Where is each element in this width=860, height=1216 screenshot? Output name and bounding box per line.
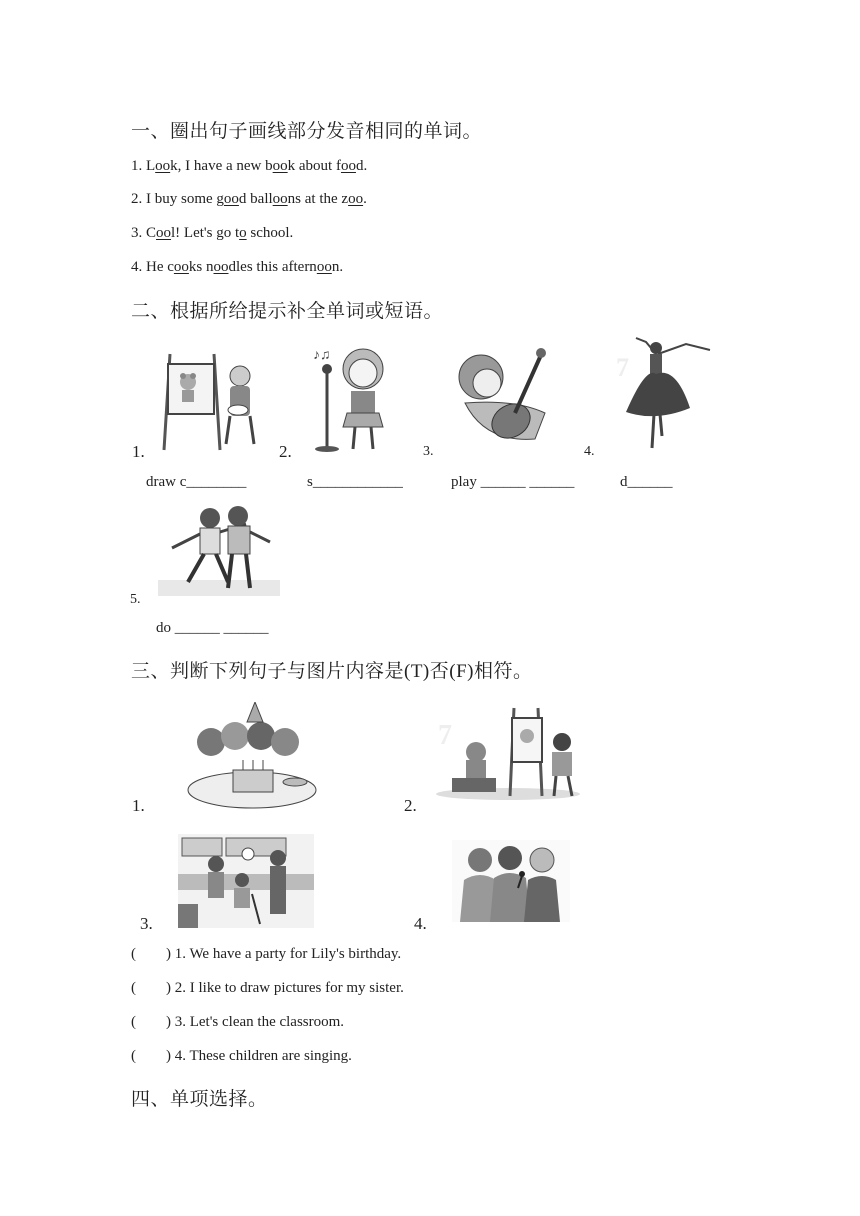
s2-answer-5[interactable]: do ______ ______ bbox=[156, 620, 269, 636]
text-segment: 2. I buy some g bbox=[131, 191, 224, 207]
text-segment: k about f bbox=[287, 158, 341, 174]
s3-sentence-1[interactable]: ( ) 1. We have a party for Lily's birthday. bbox=[131, 946, 402, 962]
s2-answer-3[interactable]: play ______ ______ bbox=[451, 474, 575, 490]
s2-num-5: 5. bbox=[130, 592, 141, 607]
section4-heading: 四、单项选择。 bbox=[131, 1089, 268, 1110]
singing-picture bbox=[307, 343, 407, 455]
s3-num-4: 4. bbox=[414, 914, 427, 933]
section1-sentence bbox=[131, 191, 367, 208]
text-segment: ks n bbox=[188, 259, 214, 275]
text-segment: l! Let's go t bbox=[171, 225, 240, 241]
text-segment: n. bbox=[331, 259, 344, 275]
section1-sentence bbox=[131, 158, 367, 175]
text-segment: 1. L bbox=[131, 158, 156, 174]
svg-text:♪♫: ♪♫ bbox=[313, 348, 331, 363]
painting-picture bbox=[158, 346, 268, 454]
s3-num-3: 3. bbox=[140, 914, 153, 933]
svg-text:7: 7 bbox=[616, 353, 629, 382]
underlined-segment: oo bbox=[156, 225, 172, 241]
underlined-segment: oo bbox=[340, 158, 356, 174]
underlined-segment: o bbox=[239, 225, 247, 241]
section1-sentence bbox=[131, 225, 293, 242]
teddy-painting-picture bbox=[432, 704, 584, 800]
text-segment: 3. C bbox=[131, 225, 157, 241]
s3-num-1: 1. bbox=[132, 796, 145, 815]
underlined-segment: oo bbox=[213, 259, 229, 275]
children-singing-picture bbox=[452, 840, 570, 922]
s3-sentence-2[interactable]: ( ) 2. I like to draw pictures for my sister. bbox=[131, 980, 404, 996]
ballet-picture bbox=[606, 336, 730, 452]
underlined-segment: oo bbox=[272, 191, 288, 207]
section1-sentence bbox=[131, 259, 343, 276]
section2-heading: 二、根据所给提示补全单词或短语。 bbox=[131, 301, 444, 322]
s2-answer-2[interactable]: s____________ bbox=[307, 474, 403, 490]
s2-num-3: 3. bbox=[423, 444, 434, 459]
text-segment: d. bbox=[355, 158, 368, 174]
s2-answer-4[interactable]: d______ bbox=[620, 474, 673, 490]
cleaning-picture bbox=[178, 834, 314, 928]
underlined-segment: oo bbox=[173, 259, 189, 275]
text-segment: 4. He c bbox=[131, 259, 174, 275]
underlined-segment: oo bbox=[348, 191, 364, 207]
section3-heading: 三、判断下列句子与图片内容是(T)否(F)相符。 bbox=[131, 661, 533, 682]
text-segment: school. bbox=[246, 225, 294, 241]
kungfu-picture bbox=[158, 502, 280, 596]
text-segment: d ball bbox=[238, 191, 273, 207]
text-segment: dles this aftern bbox=[228, 259, 317, 275]
party-picture bbox=[185, 702, 319, 812]
s2-answer-1[interactable]: draw c________ bbox=[146, 474, 247, 490]
underlined-segment: oo bbox=[316, 259, 332, 275]
text-segment: ns at the z bbox=[287, 191, 349, 207]
s3-sentence-3[interactable]: ( ) 3. Let's clean the classroom. bbox=[131, 1014, 345, 1030]
s2-num-2: 2. bbox=[279, 442, 292, 461]
underlined-segment: oo bbox=[223, 191, 239, 207]
s2-num-1: 1. bbox=[132, 442, 145, 461]
s3-num-2: 2. bbox=[404, 796, 417, 815]
pipa-picture bbox=[445, 343, 569, 447]
underlined-segment: oo bbox=[272, 158, 288, 174]
section1-heading: 一、圈出句子画线部分发音相同的单词。 bbox=[131, 121, 483, 142]
text-segment: . bbox=[363, 191, 367, 207]
svg-text:7: 7 bbox=[438, 720, 452, 751]
s2-num-4: 4. bbox=[584, 444, 595, 459]
s3-sentence-4[interactable]: ( ) 4. These children are singing. bbox=[131, 1048, 352, 1064]
text-segment: k, I have a new b bbox=[170, 158, 273, 174]
underlined-segment: oo bbox=[155, 158, 171, 174]
